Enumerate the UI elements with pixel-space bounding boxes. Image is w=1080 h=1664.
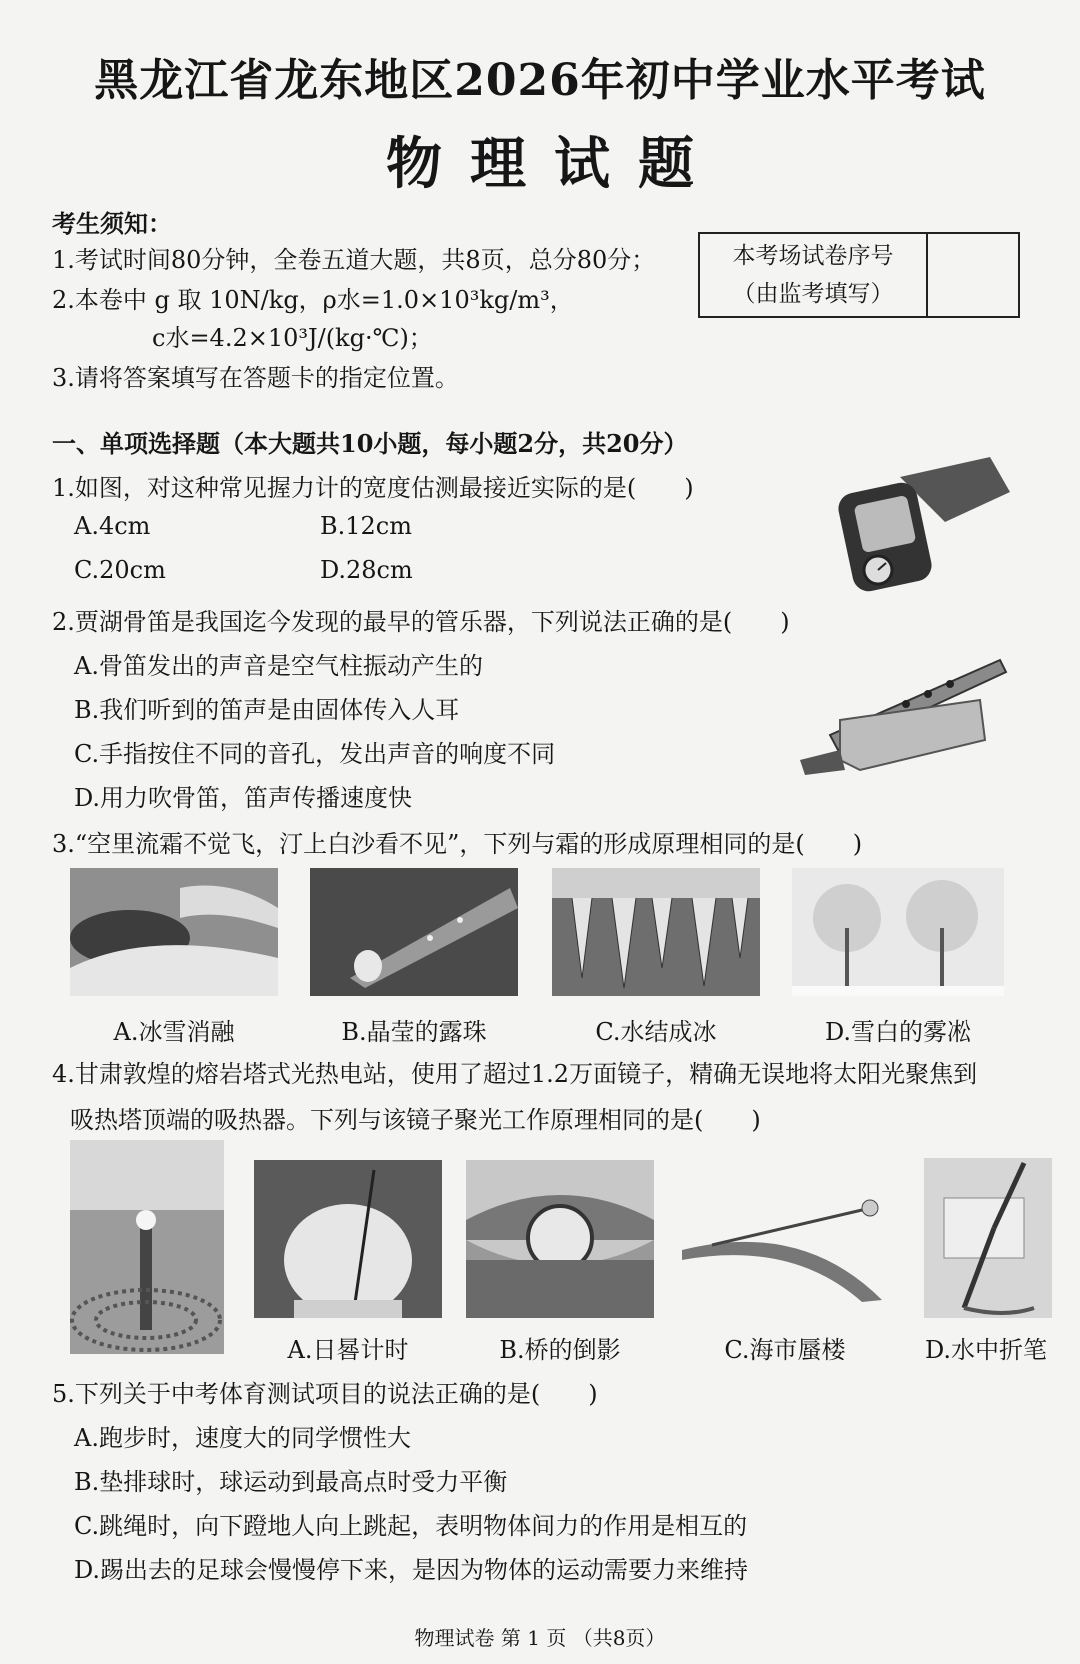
q1-option-d[interactable]: D.28cm (320, 556, 413, 584)
section-heading: 一、单项选择题（本大题共10小题，每小题2分，共20分） (52, 429, 688, 458)
q5-stem: 5.下列关于中考体育测试项目的说法正确的是( ) (52, 1380, 598, 1408)
q1-option-a[interactable]: A.4cm (74, 512, 151, 540)
ice-melting-image (70, 868, 278, 996)
seat-number-value[interactable] (928, 234, 1018, 316)
q1-stem: 1.如图，对这种常见握力计的宽度估测最接近实际的是( ) (52, 474, 694, 502)
notice-item-2: 2.本卷中 g 取 10N/kg，ρ水=1.0×10³kg/m³， (52, 286, 574, 314)
q4-option-c[interactable]: C.海市蜃楼 (724, 1336, 846, 1364)
q3-option-a[interactable]: A.冰雪消融 (113, 1018, 235, 1046)
q5-option-d[interactable]: D.踢出去的足球会慢慢停下来，是因为物体的运动需要力来维持 (74, 1556, 749, 1584)
bent-pen-in-water-image (924, 1158, 1052, 1318)
q4-stem-line1: 4.甘肃敦煌的熔岩塔式光热电站，使用了超过1.2万面镜子，精确无误地将太阳光聚焦到 (52, 1060, 978, 1088)
rime-trees-image (792, 868, 1004, 996)
q5-option-c[interactable]: C.跳绳时，向下蹬地人向上跳起，表明物体间力的作用是相互的 (74, 1512, 748, 1540)
q4-option-d[interactable]: D.水中折笔 (924, 1336, 1047, 1364)
q5-option-a[interactable]: A.跑步时，速度大的同学惯性大 (74, 1424, 411, 1452)
exam-title: 黑龙江省龙东地区2026年初中学业水平考试 (94, 55, 986, 106)
sundial-image (254, 1160, 442, 1318)
q4-option-a[interactable]: A.日晷计时 (287, 1336, 409, 1364)
notice-item-3: 3.请将答案填写在答题卡的指定位置。 (52, 364, 459, 392)
icicles-image (552, 868, 760, 996)
page-footer: 物理试卷 第 1 页 （共8页） (414, 1626, 666, 1650)
bone-flute-image (800, 640, 1020, 780)
q2-option-a[interactable]: A.骨笛发出的声音是空气柱振动产生的 (74, 652, 483, 680)
notice-item-1: 1.考试时间80分钟，全卷五道大题，共8页，总分80分； (52, 246, 656, 274)
seat-number-box (698, 232, 1020, 318)
q3-option-b[interactable]: B.晶莹的露珠 (341, 1018, 487, 1046)
q2-option-c[interactable]: C.手指按住不同的音孔，发出声音的响度不同 (74, 740, 556, 768)
q4-stem-line2: 吸热塔顶端的吸热器。下列与该镜子聚光工作原理相同的是( ) (70, 1106, 761, 1134)
grip-dynamometer-image (830, 452, 1020, 592)
bridge-reflection-image (466, 1160, 654, 1318)
q2-stem: 2.贾湖骨笛是我国迄今发现的最早的管乐器，下列说法正确的是( ) (52, 608, 790, 636)
notice-heading: 考生须知： (52, 209, 172, 238)
q1-option-b[interactable]: B.12cm (320, 512, 413, 540)
exam-subtitle: 物理试题 (386, 131, 722, 197)
q2-option-d[interactable]: D.用力吹骨笛，笛声传播速度快 (74, 784, 413, 812)
solar-tower-image (70, 1140, 224, 1354)
notice-item-2-cont: c水=4.2×10³J/(kg·℃)； (152, 324, 433, 352)
q3-stem: 3.“空里流霜不觉飞，汀上白沙看不见”，下列与霜的形成原理相同的是( ) (52, 830, 863, 858)
dew-drop-image (310, 868, 518, 996)
q1-option-c[interactable]: C.20cm (74, 556, 166, 584)
q3-option-d[interactable]: D.雪白的雾凇 (824, 1018, 971, 1046)
seat-label-line2: （由监考填写） (732, 281, 894, 307)
q3-option-c[interactable]: C.水结成冰 (595, 1018, 717, 1046)
seat-number-label (700, 234, 928, 316)
q2-option-b[interactable]: B.我们听到的笛声是由固体传入人耳 (74, 696, 460, 724)
q4-option-b[interactable]: B.桥的倒影 (499, 1336, 621, 1364)
seat-label-line1: 本考场试卷序号 (732, 243, 894, 269)
mirage-image (682, 1190, 888, 1308)
q5-option-b[interactable]: B.垫排球时，球运动到最高点时受力平衡 (74, 1468, 508, 1496)
